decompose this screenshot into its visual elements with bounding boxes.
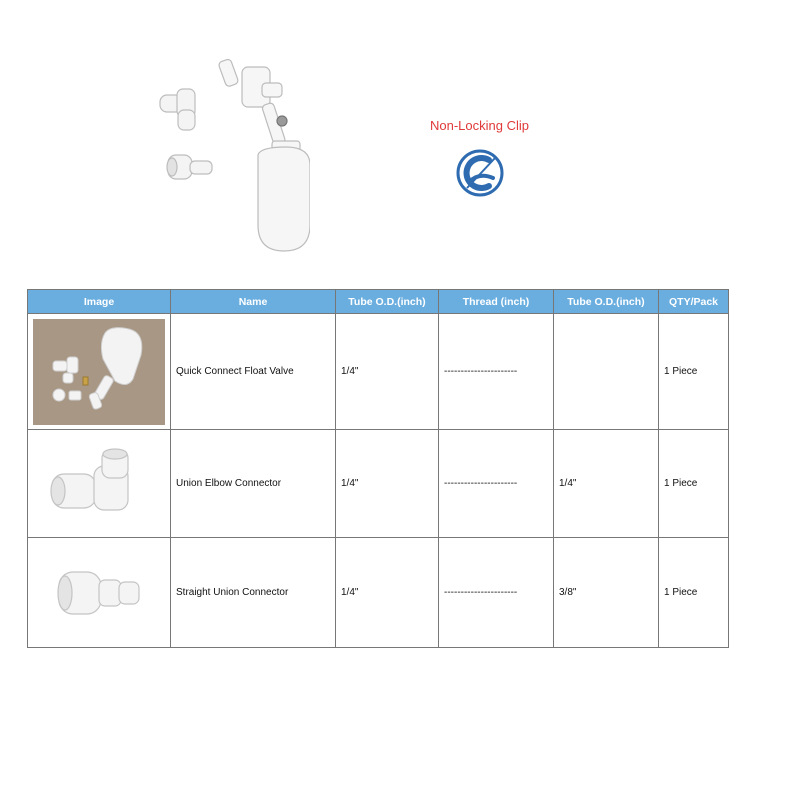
header-name: Name xyxy=(171,290,336,314)
union-elbow-photo xyxy=(44,444,154,524)
header-thread: Thread (inch) xyxy=(439,290,554,314)
product-hero-image xyxy=(150,55,310,260)
header-image: Image xyxy=(28,290,171,314)
row-name: Quick Connect Float Valve xyxy=(171,314,336,430)
table-row xyxy=(28,314,729,430)
non-locking-clip-label: Non-Locking Clip xyxy=(430,118,529,133)
table-row xyxy=(28,538,729,648)
row-image-cell xyxy=(28,314,171,430)
straight-union-photo xyxy=(49,558,149,628)
float-valve-kit-photo xyxy=(33,319,165,425)
non-locking-clip-icon xyxy=(455,148,505,198)
table-header-row xyxy=(28,290,729,314)
row-qty: 1 Piece xyxy=(659,538,729,648)
row-image-cell xyxy=(28,430,171,538)
table-row xyxy=(28,430,729,538)
row-tube-od-1: 1/4" xyxy=(336,314,439,430)
row-tube-od-2 xyxy=(554,314,659,430)
row-thread: ---------------------- xyxy=(439,314,554,430)
straight-fitting-image xyxy=(167,155,212,179)
header-qty-pack: QTY/Pack xyxy=(659,290,729,314)
header-tube-od-2: Tube O.D.(inch) xyxy=(554,290,659,314)
row-tube-od-2: 1/4" xyxy=(554,430,659,538)
row-thread: ---------------------- xyxy=(439,430,554,538)
row-name: Union Elbow Connector xyxy=(171,430,336,538)
row-tube-od-2: 3/8" xyxy=(554,538,659,648)
row-name: Straight Union Connector xyxy=(171,538,336,648)
float-valve-image xyxy=(218,58,310,251)
row-qty: 1 Piece xyxy=(659,430,729,538)
row-thread: ---------------------- xyxy=(439,538,554,648)
row-tube-od-1: 1/4" xyxy=(336,538,439,648)
header-tube-od-1: Tube O.D.(inch) xyxy=(336,290,439,314)
row-qty: 1 Piece xyxy=(659,314,729,430)
product-spec-table xyxy=(27,289,729,648)
row-tube-od-1: 1/4" xyxy=(336,430,439,538)
row-image-cell xyxy=(28,538,171,648)
elbow-fitting-image xyxy=(160,89,195,130)
